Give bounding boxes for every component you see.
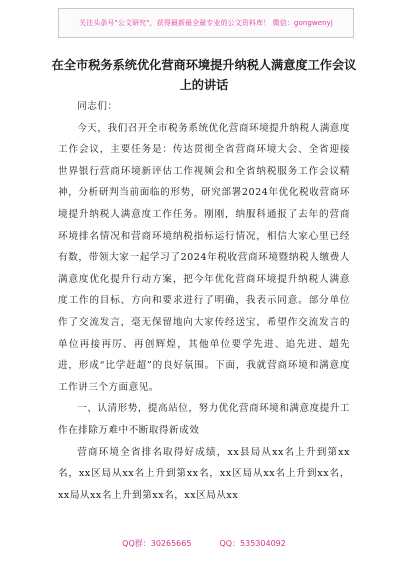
document-body	[58, 96, 350, 506]
promo-banner	[58, 8, 354, 38]
footer-qq-group: QQ群：30265665	[122, 539, 192, 548]
title-line-2: 上的讲话	[179, 78, 229, 92]
title-line-1: 在全市税务系统优化营商环境提升纳税人满意度工作会议	[51, 58, 357, 72]
paragraph-ranking: 营商环境全省排名取得好成绩，xx县局从xx名上升到第xx名，xx区局从xx名上升到第xx名，xx区局从xx名上升到xx名，xx局从xx名上升到第xx名，xx区局从xx	[58, 446, 350, 501]
greeting: 同志们：	[77, 101, 118, 112]
document-title	[40, 55, 368, 95]
paragraph-intro: 今天，我们召开全市税务系统优化营商环境提升纳税人满意度工作会议，主要任务是：传达贯彻全省营商环境大会、全省迎接世界银行营商环境新评估工作视频会和全省纳税服务工作会议精神，分析研判当前面临的形势，研究部署2024年优化税收营商环境提升纳税人满意度工作任务。刚刚，纳服科通报了去年的营商环境排名情况和营商环境纳税指标运行情况，相信大家心里已经有数，带领大家一起学习了2024年税收营商环境暨纳税人缴费人满意度优化提升行动方案，把今年优化营商环境提升纳税人满意度工作的目标、方向和要求进行了明确，我表示同意。部分单位作了交流发言，毫无保留地向大家传经送宝，希望作交流发言的单位再接再厉、再创辉煌，其他单位要学先进、追先进、超先进，形成“比学赶超”的良好氛围。下面，我就营商环境和满意度工作讲三个方面意见。	[58, 122, 350, 393]
footer-contacts	[0, 538, 408, 552]
section-heading-1: 一、认清形势，提高站位，努力优化营商环境和满意度提升工作在排除万难中不断取得新成效	[58, 403, 350, 436]
promo-banner-text: 关注头条号"公文研究"，获得最新最全最专业的公文资料库！ 微信：gongwenyj	[79, 19, 333, 27]
footer-qq: QQ：535304092	[219, 539, 286, 548]
